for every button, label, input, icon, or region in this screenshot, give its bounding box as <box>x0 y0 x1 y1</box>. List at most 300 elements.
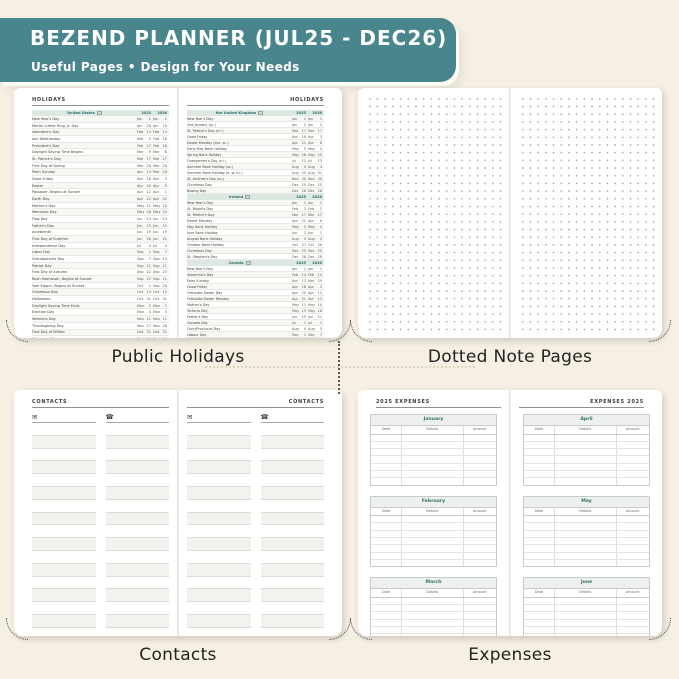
contact-line <box>32 487 96 500</box>
column-header: Amount <box>625 590 640 595</box>
contact-line <box>106 551 170 564</box>
expense-cell <box>464 560 497 566</box>
expense-cell <box>464 598 497 604</box>
expense-cell <box>464 627 497 633</box>
holiday-name: First Day of Spring <box>32 163 65 168</box>
holiday-day: 20 <box>162 283 167 288</box>
holiday-month: Mar <box>137 150 144 155</box>
contact-line <box>32 500 96 513</box>
holiday-name: Valentine's Day <box>187 272 214 277</box>
holiday-name: Orangemen's Day (n.i.) <box>187 158 227 163</box>
contact-line <box>261 589 325 602</box>
holiday-month: May <box>308 224 316 229</box>
expense-row <box>371 471 496 478</box>
holiday-month: Apr <box>308 218 314 223</box>
holiday-day: 14 <box>162 130 167 135</box>
expense-cell <box>371 538 402 544</box>
holiday-day: 15 <box>146 223 151 228</box>
holiday-day: 21 <box>301 140 306 145</box>
holiday-row <box>32 216 169 223</box>
phone-icon-row <box>106 413 170 423</box>
holiday-day: 18 <box>301 134 306 139</box>
expense-cell <box>464 435 497 441</box>
expense-cell <box>402 538 464 544</box>
expense-cell <box>371 478 402 484</box>
contact-line <box>261 551 325 564</box>
holiday-row <box>32 323 169 330</box>
holiday-name: New Year's Day <box>187 116 214 121</box>
expense-row <box>371 612 496 619</box>
contact-line <box>32 474 96 487</box>
holiday-month: Feb <box>308 272 315 277</box>
holiday-month: Nov <box>137 303 144 308</box>
month-header: February <box>371 497 496 508</box>
holiday-day: 20 <box>146 123 151 128</box>
expense-row <box>524 464 649 471</box>
holiday-name: St. Patrick's Day (n.i.) <box>187 128 224 133</box>
holiday-name: St. Stephen's Day <box>187 254 218 259</box>
holiday-month: Apr <box>292 290 298 295</box>
holiday-day: 21 <box>162 236 167 241</box>
holiday-month: Mar <box>308 278 315 283</box>
holiday-month: Apr <box>137 183 144 188</box>
holiday-day: 26 <box>317 242 322 247</box>
expense-month-table <box>370 496 497 568</box>
contact-line <box>32 436 96 449</box>
phone-icon: ☎ <box>105 413 114 421</box>
expense-cell <box>371 545 402 551</box>
expense-cell <box>617 538 650 544</box>
expense-cell <box>617 560 650 566</box>
contact-line <box>261 538 325 551</box>
holiday-day: 1 <box>319 200 322 205</box>
contact-line <box>187 487 251 500</box>
holiday-day: 31 <box>146 296 151 301</box>
year-column-header: 2026 <box>312 195 322 199</box>
expense-cell <box>402 634 464 636</box>
contact-line <box>261 500 325 513</box>
contact-line <box>106 500 170 513</box>
holiday-row <box>32 256 169 263</box>
holiday-day: 4 <box>303 236 306 241</box>
contact-line <box>187 436 251 449</box>
holiday-name: Mother's Day <box>187 302 210 307</box>
holiday-row <box>32 149 169 156</box>
country-name: Ireland <box>228 195 244 199</box>
expense-row <box>371 449 496 456</box>
holiday-row <box>32 330 169 337</box>
expense-row <box>371 516 496 523</box>
holiday-day: 16 <box>162 143 167 148</box>
contact-line <box>261 461 325 474</box>
holiday-row <box>32 189 169 196</box>
expense-cell <box>402 464 464 470</box>
holiday-day: 3 <box>319 326 322 331</box>
column-header: Date <box>524 426 555 434</box>
column-header: Details <box>555 508 617 516</box>
contact-line <box>32 461 96 474</box>
holiday-name: Early May Bank Holiday <box>187 146 228 151</box>
holiday-month: May <box>137 210 145 215</box>
holiday-month: Jan <box>292 122 298 127</box>
mail-icon: ✉ <box>32 413 38 421</box>
holiday-day: 6 <box>319 140 322 145</box>
expense-cell <box>402 560 464 566</box>
holiday-month: Apr <box>153 183 160 188</box>
expense-row <box>371 464 496 471</box>
holiday-name: Father's Day <box>187 314 209 319</box>
holiday-month: Jun <box>308 230 314 235</box>
holiday-month: Aug <box>308 170 315 175</box>
holiday-row <box>32 136 169 143</box>
holiday-month: Oct <box>137 296 144 301</box>
holiday-day: 23 <box>162 270 167 275</box>
year-column-header: 2025 <box>296 111 306 115</box>
holiday-month: Dec <box>137 330 144 335</box>
banner <box>0 18 456 82</box>
holiday-day: 20 <box>146 163 151 168</box>
month-header: May <box>524 497 649 508</box>
holiday-month: Aug <box>308 164 315 169</box>
holiday-month: Jun <box>292 314 298 319</box>
holiday-day: 26 <box>162 323 167 328</box>
expense-cell <box>402 449 464 455</box>
holiday-month: Dec <box>292 188 299 193</box>
holiday-name: Good Friday <box>187 284 208 289</box>
holiday-day: 11 <box>146 316 151 321</box>
holiday-day: 3 <box>303 206 306 211</box>
expense-cell <box>524 538 555 544</box>
contact-line <box>32 628 96 636</box>
holiday-name: Daylight Saving Time Begins <box>32 150 83 155</box>
expense-cell <box>617 471 650 477</box>
column-header: Amount <box>472 508 487 513</box>
holiday-month: Apr <box>308 290 314 295</box>
holiday-day: 11 <box>162 316 167 321</box>
holiday-day: 25 <box>162 210 167 215</box>
holiday-name: St. Brigid's Day <box>187 206 214 211</box>
expense-cell <box>464 531 497 537</box>
holiday-day: 13 <box>317 158 322 163</box>
holiday-month: Aug <box>308 236 315 241</box>
holiday-name: Memorial Day <box>32 210 57 215</box>
expense-cell <box>371 464 402 470</box>
holiday-month: Dec <box>292 182 299 187</box>
expense-cell <box>402 516 464 522</box>
month-header: April <box>524 415 649 426</box>
expense-cell <box>402 456 464 462</box>
expense-row <box>371 620 496 627</box>
holiday-month: Feb <box>137 143 144 148</box>
holiday-name: Independence Day <box>32 243 66 248</box>
contacts-page-right <box>179 390 342 636</box>
holiday-name: Labor Day <box>32 250 51 255</box>
holiday-day: 21 <box>162 223 167 228</box>
expense-row <box>371 456 496 463</box>
holiday-day: 9 <box>148 150 151 155</box>
contact-line <box>32 615 96 628</box>
holiday-month: Sep <box>153 276 160 281</box>
holiday-month: Apr <box>308 296 314 301</box>
contacts-column <box>106 413 170 636</box>
column-header: Amount <box>472 427 487 431</box>
contact-line <box>106 474 170 487</box>
holiday-day: 7 <box>164 250 167 255</box>
holiday-month: Jul <box>292 158 297 163</box>
holiday-month: Jan <box>308 200 314 205</box>
holiday-day: 1 <box>148 250 151 255</box>
holiday-day: 25 <box>317 248 322 253</box>
holiday-name: Election Day <box>32 310 55 315</box>
holidays-page-left <box>14 88 177 338</box>
month-header: March <box>371 578 496 589</box>
holiday-day: 20 <box>146 183 151 188</box>
expense-cell <box>371 516 402 522</box>
expense-cell <box>371 449 402 455</box>
holiday-day: 21 <box>301 218 306 223</box>
holiday-day: 4 <box>303 326 306 331</box>
expense-row <box>524 598 649 605</box>
holiday-day: 1 <box>303 332 306 337</box>
holiday-month: Mar <box>153 156 160 161</box>
holiday-day: 1 <box>148 283 151 288</box>
contact-line <box>32 423 96 436</box>
holiday-day: 4 <box>303 164 306 169</box>
holiday-name: Summer Bank Holiday (sc.) <box>187 164 234 169</box>
holiday-name: Palm Sunday <box>32 170 55 175</box>
contact-line <box>106 423 170 436</box>
holiday-month: Apr <box>153 176 160 181</box>
holiday-day: 18 <box>162 136 167 141</box>
holiday-month: Sep <box>137 263 144 268</box>
contact-line <box>261 449 325 462</box>
page-header: EXPENSES 2025 <box>519 399 644 408</box>
expense-cell <box>464 523 497 529</box>
contact-line <box>32 589 96 602</box>
holiday-name: Veterans Day <box>32 316 56 321</box>
expense-cell <box>617 435 650 441</box>
holiday-day: 4 <box>148 243 151 248</box>
holiday-month: Dec <box>308 254 315 259</box>
holiday-name: St. Andrew's Day (sc.) <box>187 176 225 181</box>
holiday-day: 22 <box>146 276 151 281</box>
contacts-rows <box>106 423 170 636</box>
holiday-month: Aug <box>292 164 299 169</box>
contact-line <box>187 500 251 513</box>
expense-row <box>371 442 496 449</box>
holiday-day: 25 <box>317 152 322 157</box>
country-name: the United Kingdom <box>215 111 257 115</box>
holiday-day: 25 <box>301 182 306 187</box>
contact-line <box>106 602 170 615</box>
holiday-name: Patriot Day <box>32 263 52 268</box>
holiday-day: 1 <box>303 320 306 325</box>
holiday-month: Mar <box>137 136 144 141</box>
holiday-day: 13 <box>301 278 306 283</box>
holiday-day: 12 <box>301 158 306 163</box>
contacts-column <box>32 413 96 636</box>
column-header-row <box>524 508 649 517</box>
holiday-row <box>32 263 169 270</box>
holiday-row <box>32 336 169 338</box>
holiday-month: Sep <box>292 332 299 337</box>
expense-cell <box>524 605 555 611</box>
holiday-name: Good Friday <box>32 176 54 181</box>
expense-cell <box>371 634 402 636</box>
holiday-month: Sep <box>153 250 160 255</box>
banner-subtitle: Useful Pages • Design for Your Needs <box>31 60 300 74</box>
holiday-day: 26 <box>301 188 306 193</box>
holiday-day: 28 <box>317 254 322 259</box>
holiday-name: Juneteenth <box>32 230 52 235</box>
expense-cell <box>524 478 555 484</box>
holiday-day: 17 <box>146 143 151 148</box>
holiday-month: Jan <box>153 123 159 128</box>
holiday-month: Mar <box>137 156 144 161</box>
holiday-month: Jun <box>137 223 143 228</box>
holiday-name: St. Patrick's Day <box>187 212 215 217</box>
holiday-day: 13 <box>146 170 151 175</box>
contact-line <box>106 538 170 551</box>
holiday-day: 22 <box>162 196 167 201</box>
holiday-day: 31 <box>162 296 167 301</box>
expense-cell <box>371 471 402 477</box>
holiday-row <box>32 269 169 276</box>
contact-line <box>261 525 325 538</box>
holiday-month: Mar <box>292 212 299 217</box>
holiday-name: Valentine's Day <box>32 130 60 135</box>
expense-cell <box>402 471 464 477</box>
expense-cell <box>617 456 650 462</box>
holiday-day: 14 <box>301 272 306 277</box>
holiday-day: 2 <box>319 122 322 127</box>
holiday-day: 1 <box>319 266 322 271</box>
holiday-month: May <box>292 308 300 313</box>
email-icon-row <box>32 413 96 423</box>
contact-line <box>187 551 251 564</box>
contact-line <box>106 449 170 462</box>
holiday-month: Oct <box>137 283 144 288</box>
column-header: Details <box>555 426 617 434</box>
section-label-dotted-notes: Dotted Note Pages <box>427 347 593 367</box>
holiday-day: 4 <box>319 224 322 229</box>
holiday-day: 26 <box>301 254 306 259</box>
holiday-month: Dec <box>292 248 299 253</box>
holiday-month: Mar <box>153 150 160 155</box>
expense-cell <box>617 598 650 604</box>
holiday-day: 11 <box>162 276 167 281</box>
holiday-day: 20 <box>146 236 151 241</box>
contact-line <box>32 525 96 538</box>
expense-cell <box>371 612 402 618</box>
holiday-month <box>153 337 161 338</box>
holiday-month: Mar <box>308 212 315 217</box>
column-header-row <box>524 426 649 435</box>
holiday-row <box>32 296 169 303</box>
contact-line <box>32 449 96 462</box>
holiday-name: June Bank Holiday <box>187 230 218 235</box>
contact-line <box>106 577 170 590</box>
expense-cell <box>464 634 497 636</box>
contact-line <box>32 564 96 577</box>
contact-line <box>261 487 325 500</box>
contact-line <box>187 628 251 636</box>
contact-line <box>261 423 325 436</box>
expense-cell <box>464 449 497 455</box>
holiday-month: Jan <box>308 116 314 121</box>
expense-cell <box>524 531 555 537</box>
column-header-row <box>371 426 496 435</box>
holiday-day: 26 <box>146 210 151 215</box>
holiday-name: Martin Luther King, Jr. Day <box>32 123 79 128</box>
holiday-month: Nov <box>308 176 315 181</box>
flag-icon <box>97 111 102 116</box>
column-header: Date <box>524 508 555 516</box>
holiday-month: Nov <box>153 323 160 328</box>
expense-cell <box>555 553 617 559</box>
column-header-row <box>524 589 649 598</box>
holiday-day: 7 <box>319 332 322 337</box>
holiday-row <box>32 163 169 170</box>
month-header: January <box>371 415 496 426</box>
expense-cell <box>371 620 402 626</box>
holiday-month: Apr <box>308 140 314 145</box>
expense-cell <box>524 471 555 477</box>
holiday-name <box>32 337 137 338</box>
holiday-day: 3 <box>319 236 322 241</box>
expenses-page-right <box>511 390 662 636</box>
holiday-month: Jun <box>153 223 159 228</box>
column-header: Details <box>402 589 464 597</box>
holiday-month: Jun <box>153 236 159 241</box>
column-header: Details <box>555 589 617 597</box>
expense-month-table <box>370 414 497 486</box>
expense-row <box>371 560 496 566</box>
holiday-row <box>32 309 169 316</box>
holiday-day: 2 <box>148 303 151 308</box>
expense-cell <box>464 553 497 559</box>
expense-row <box>524 620 649 627</box>
contact-line <box>261 615 325 628</box>
holiday-month: Sep <box>137 256 144 261</box>
expense-cell <box>464 442 497 448</box>
holiday-month: Feb <box>153 143 160 148</box>
holiday-month: Jun <box>153 230 159 235</box>
holiday-name: October Bank Holiday <box>187 242 224 247</box>
holiday-month: Jan <box>292 266 298 271</box>
holiday-name: Thanksgiving Day <box>32 323 64 328</box>
expense-cell <box>555 464 617 470</box>
holiday-day: 3 <box>319 164 322 169</box>
expense-row <box>524 449 649 456</box>
expense-cell <box>524 553 555 559</box>
contacts-columns-left <box>32 413 169 636</box>
expense-cell <box>464 612 497 618</box>
holiday-day: 21 <box>146 330 151 335</box>
holiday-day: 5 <box>303 146 306 151</box>
expense-month-table <box>523 496 650 568</box>
page-header: 2025 EXPENSES <box>376 399 501 408</box>
column-header: Amount <box>625 427 640 431</box>
holiday-day: 17 <box>162 156 167 161</box>
expense-cell <box>555 598 617 604</box>
holiday-day: 27 <box>301 242 306 247</box>
holiday-month: Apr <box>308 134 314 139</box>
expenses-page-left <box>358 390 509 636</box>
divider-horizontal-dots <box>205 366 475 368</box>
holiday-month: May <box>292 224 300 229</box>
holiday-day: 1 <box>164 303 167 308</box>
